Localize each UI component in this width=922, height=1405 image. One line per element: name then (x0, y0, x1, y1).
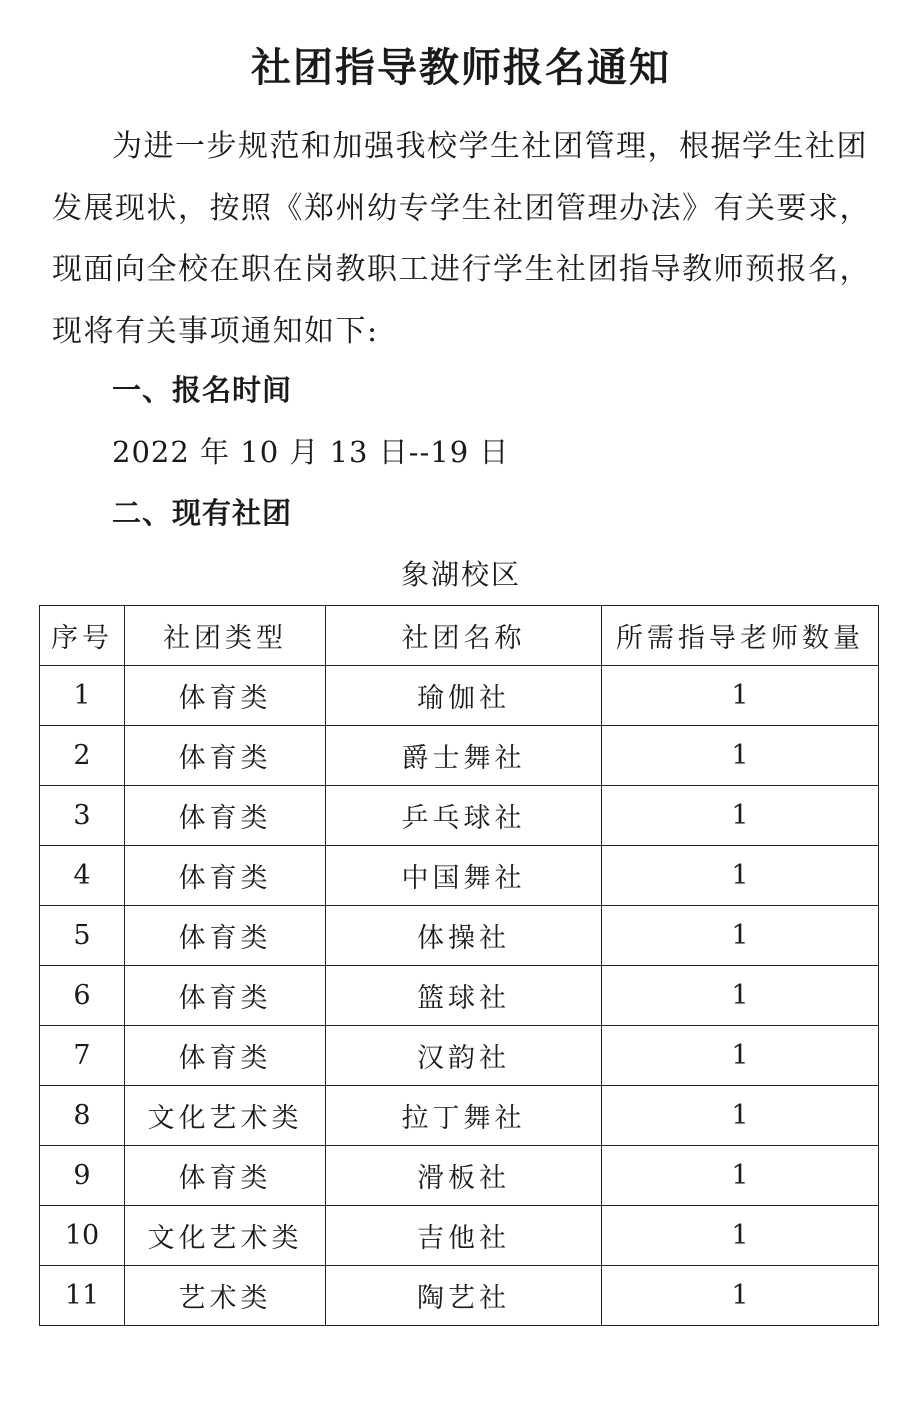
table-row (40, 1026, 879, 1086)
cell-club-name: 乒乓球社 (326, 786, 602, 846)
cell-index: 8 (40, 1086, 125, 1146)
registration-date: 2022 年 10 月 13 日--19 日 (112, 435, 510, 469)
cell-club-type: 体育类 (125, 1026, 326, 1086)
intro-paragraph: 为进一步规范和加强我校学生社团管理，根据学生社团发展现状，按照《郑州幼专学生社团管理办法》有关要求，现面向全校在职在岗教职工进行学生社团指导教师预报名，现将有关事项通知如下: (52, 129, 871, 349)
cell-club-type: 体育类 (125, 906, 326, 966)
cell-index: 7 (40, 1026, 125, 1086)
cell-teachers-needed: 1 (602, 966, 879, 1026)
cell-index: 3 (40, 786, 125, 846)
header-club-type: 社团类型 (125, 606, 326, 666)
cell-club-type: 体育类 (125, 726, 326, 786)
table-row (40, 966, 879, 1026)
header-club-name: 社团名称 (326, 606, 602, 666)
cell-teachers-needed: 1 (602, 906, 879, 966)
section-heading-existing-clubs: 二、现有社团 (112, 496, 293, 530)
cell-index: 1 (40, 666, 125, 726)
cell-index: 11 (40, 1266, 125, 1326)
cell-teachers-needed: 1 (602, 846, 879, 906)
clubs-table (39, 605, 879, 1326)
cell-teachers-needed: 1 (602, 1266, 879, 1326)
cell-teachers-needed: 1 (602, 1026, 879, 1086)
cell-club-type: 文化艺术类 (125, 1206, 326, 1266)
cell-club-name: 瑜伽社 (326, 666, 602, 726)
cell-index: 9 (40, 1146, 125, 1206)
cell-index: 2 (40, 726, 125, 786)
cell-club-name: 拉丁舞社 (326, 1086, 602, 1146)
cell-index: 6 (40, 966, 125, 1026)
cell-club-name: 体操社 (326, 906, 602, 966)
cell-index: 5 (40, 906, 125, 966)
table-row (40, 846, 879, 906)
page-title: 社团指导教师报名通知 (251, 45, 671, 91)
cell-teachers-needed: 1 (602, 726, 879, 786)
table-row (40, 1206, 879, 1266)
cell-club-type: 体育类 (125, 1146, 326, 1206)
cell-club-type: 体育类 (125, 966, 326, 1026)
cell-club-type: 体育类 (125, 846, 326, 906)
header-teachers-needed: 所需指导老师数量 (602, 606, 879, 666)
table-row (40, 906, 879, 966)
section-heading-registration-time: 一、报名时间 (112, 373, 293, 407)
cell-club-name: 爵士舞社 (326, 726, 602, 786)
cell-club-name: 吉他社 (326, 1206, 602, 1266)
table-row (40, 666, 879, 726)
cell-teachers-needed: 1 (602, 1146, 879, 1206)
table-row (40, 1146, 879, 1206)
campus-name: 象湖校区 (400, 558, 521, 591)
cell-teachers-needed: 1 (602, 666, 879, 726)
cell-club-type: 艺术类 (125, 1266, 326, 1326)
cell-teachers-needed: 1 (602, 786, 879, 846)
cell-teachers-needed: 1 (602, 1206, 879, 1266)
table-row (40, 1266, 879, 1326)
cell-club-name: 汉韵社 (326, 1026, 602, 1086)
cell-club-name: 中国舞社 (326, 846, 602, 906)
cell-index: 4 (40, 846, 125, 906)
header-index: 序号 (40, 606, 125, 666)
table-row (40, 1086, 879, 1146)
cell-club-type: 体育类 (125, 786, 326, 846)
cell-club-type: 体育类 (125, 666, 326, 726)
table-row (40, 786, 879, 846)
cell-teachers-needed: 1 (602, 1086, 879, 1146)
cell-index: 10 (40, 1206, 125, 1266)
cell-club-name: 篮球社 (326, 966, 602, 1026)
table-row (40, 726, 879, 786)
table-header-row (40, 606, 879, 666)
cell-club-type: 文化艺术类 (125, 1086, 326, 1146)
cell-club-name: 陶艺社 (326, 1266, 602, 1326)
cell-club-name: 滑板社 (326, 1146, 602, 1206)
